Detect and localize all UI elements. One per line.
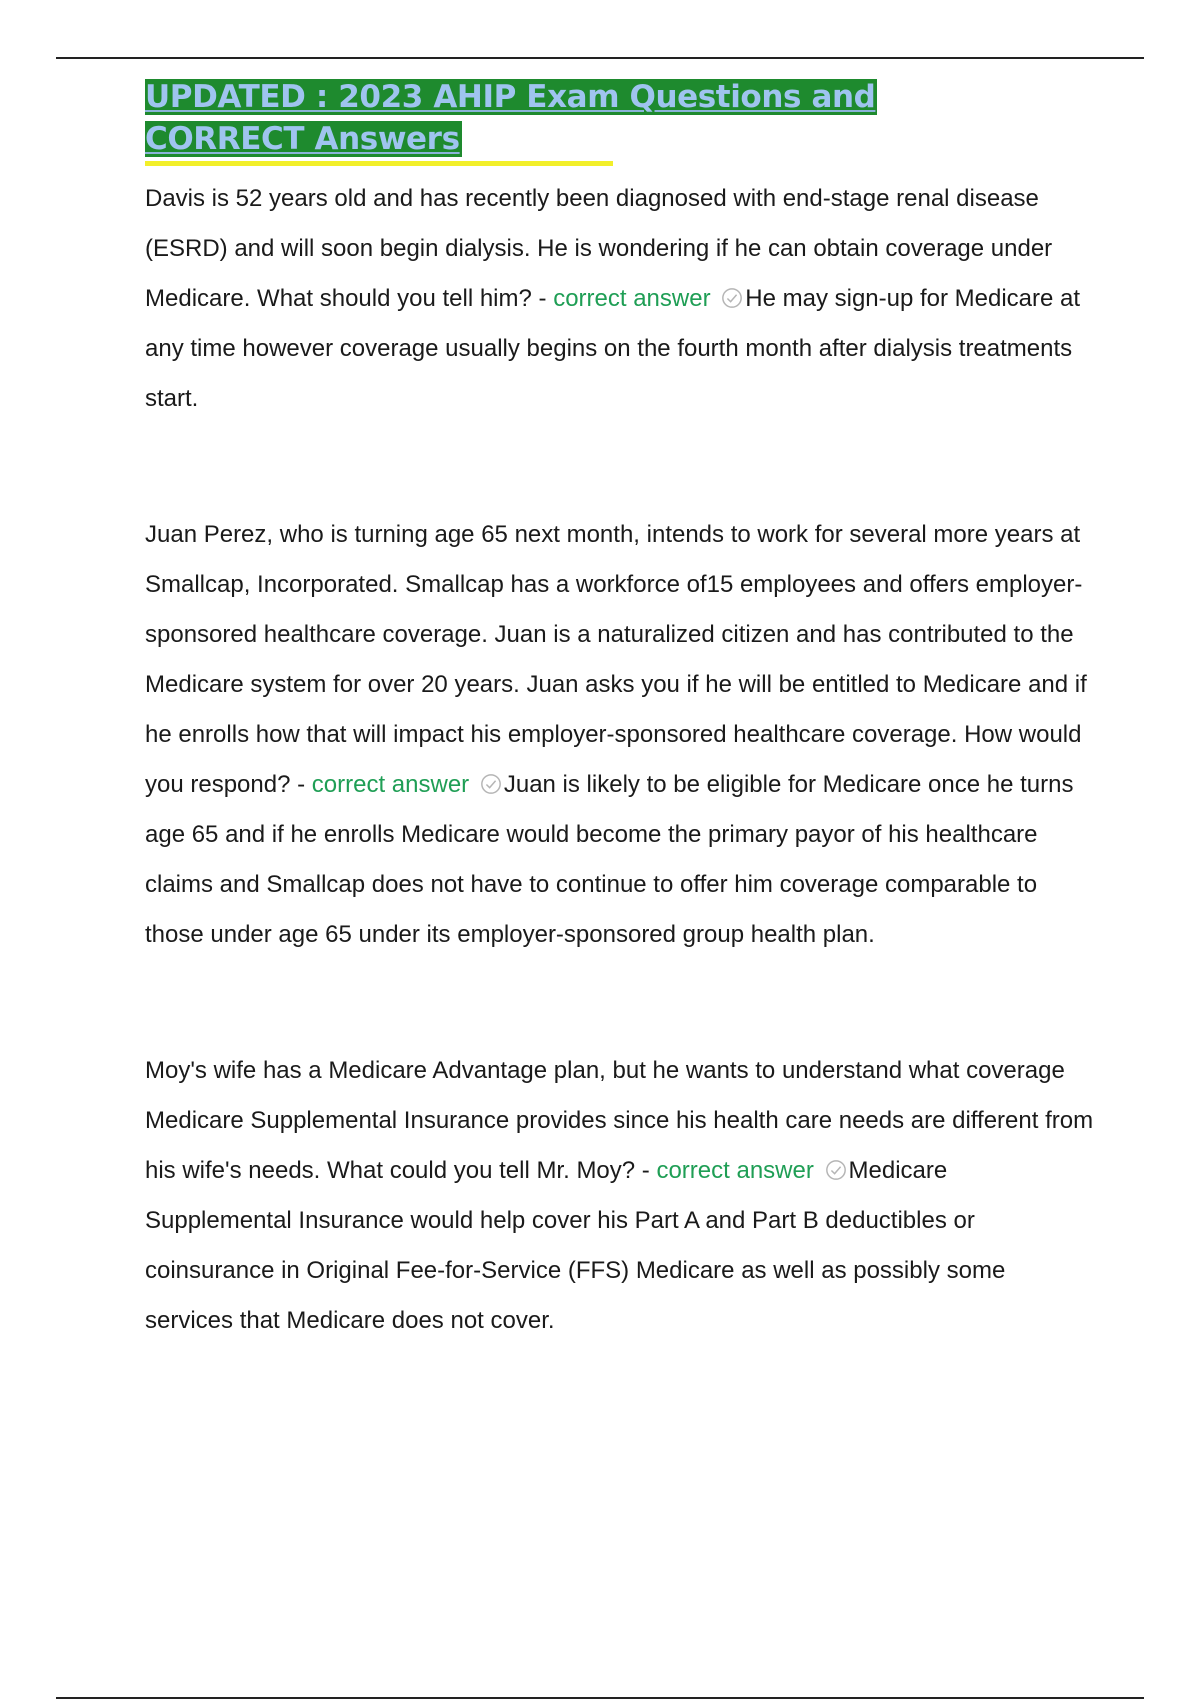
qa-item-1 — [145, 174, 1095, 424]
check-circle-icon — [721, 287, 743, 309]
check-circle-icon — [825, 1159, 847, 1181]
answer-separator: - — [290, 771, 312, 798]
correct-answer-label: correct answer — [553, 285, 711, 312]
answer-text: Medicare Supplemental Insurance would help cover his Part A and Part B deductibles or coinsurance in Original Fee-for-Service (FFS) Medicare as well as possibly some services that Medicare does not cover. — [145, 1157, 1006, 1334]
check-circle-icon — [480, 773, 502, 795]
question-text: Moy's wife has a Medicare Advantage plan, but he wants to understand what coverage Medicare Supplemental Insurance provides since his health care needs are different from his wife's needs. What could you tell Mr. Moy? — [145, 1057, 1094, 1184]
correct-answer-label: correct answer — [311, 771, 470, 798]
qa-item-3 — [145, 1046, 1095, 1346]
answer-separator: - — [531, 285, 554, 312]
answer-text: Juan is likely to be eligible for Medicare once he turns age 65 and if he enrolls Medicare would become the primary payor of his healthcare claims and Smallcap does not have to continue to offer him coverage comparable to those under age 65 under its employer-sponsored group health plan. — [145, 771, 1074, 948]
answer-separator: - — [635, 1157, 657, 1184]
document-title — [145, 76, 1095, 160]
title-line-2: CORRECT Answers — [145, 121, 460, 157]
document-body — [145, 76, 1095, 1346]
title-line-1: UPDATED : 2023 AHIP Exam Questions and — [145, 79, 876, 115]
bottom-rule — [56, 1697, 1144, 1699]
question-text: Davis is 52 years old and has recently been diagnosed with end-stage renal disease (ESRD) and will soon begin dialysis. He is wondering if he can obtain coverage under Medicare. What should you tell him? — [145, 185, 1053, 312]
answer-text: He may sign-up for Medicare at any time however coverage usually begins on the fourth month after dialysis treatments start. — [145, 285, 1081, 412]
question-text: Juan Perez, who is turning age 65 next month, intends to work for several more years at Smallcap, Incorporated. Smallcap has a workforce of15 employees and offers employer-sponsored healthcare coverage. Juan is a naturalized citizen and has contributed to the Medicare system for over 20 years. Juan asks you if he will be entitled to Medicare and if he enrolls how that will impact his employer-sponsored healthcare coverage. How would you respond? — [145, 521, 1087, 798]
title-highlight-underline — [145, 161, 613, 166]
qa-item-2 — [145, 510, 1095, 960]
correct-answer-label: correct answer — [656, 1157, 814, 1184]
top-rule — [56, 57, 1144, 59]
